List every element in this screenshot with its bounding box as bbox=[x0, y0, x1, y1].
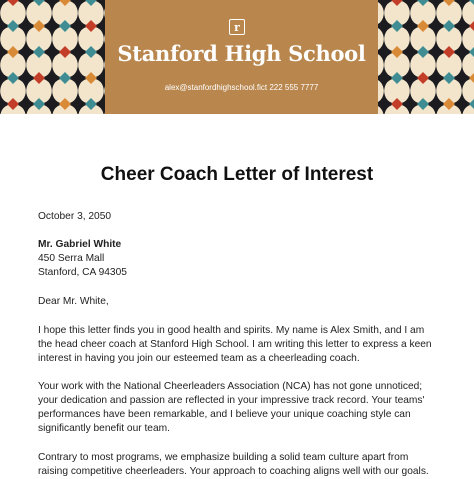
school-name: Stanford High School bbox=[117, 41, 366, 66]
recipient-address bbox=[38, 238, 438, 280]
greeting: Dear Mr. White, bbox=[38, 296, 109, 307]
pattern-diamond bbox=[469, 20, 474, 32]
pattern-diamond bbox=[33, 98, 45, 110]
pattern-diamond bbox=[33, 20, 45, 32]
contact-line: alex@stanfordhighschool.fict 222 555 7777 bbox=[164, 83, 319, 92]
pattern-diamond bbox=[85, 20, 97, 32]
pattern-diamond bbox=[391, 72, 403, 84]
pattern-diamond bbox=[469, 72, 474, 84]
pattern-diamond bbox=[59, 0, 71, 6]
pattern-diamond bbox=[469, 46, 474, 58]
paragraph-line: significantly benefit our team. bbox=[38, 423, 170, 434]
pattern-diamond bbox=[85, 46, 97, 58]
paragraph-line: raising competitive cheerleaders. Your approach to coaching aligns well with our goals. bbox=[38, 466, 429, 477]
pattern-left bbox=[0, 0, 105, 114]
pattern-diamond bbox=[7, 98, 19, 110]
paragraph-3 bbox=[38, 451, 438, 479]
pattern-diamond bbox=[85, 0, 97, 6]
pattern-diamond bbox=[443, 72, 455, 84]
pattern-diamond bbox=[417, 0, 429, 6]
pattern-diamond bbox=[7, 46, 19, 58]
pattern-diamond bbox=[417, 46, 429, 58]
pattern-diamond bbox=[443, 0, 455, 6]
pattern-diamond bbox=[7, 72, 19, 84]
paragraph-line: Your work with the National Cheerleaders Association (NCA) has not gone unnoticed; bbox=[38, 381, 423, 392]
recipient-name: Mr. Gabriel White bbox=[38, 239, 122, 250]
pattern-diamond bbox=[33, 46, 45, 58]
pattern-diamond bbox=[417, 72, 429, 84]
logo-icon bbox=[229, 19, 245, 35]
pattern-diamond bbox=[443, 46, 455, 58]
logo-letter: r bbox=[234, 20, 240, 34]
pattern-diamond bbox=[33, 72, 45, 84]
pattern-diamond bbox=[59, 72, 71, 84]
pattern-diamond bbox=[391, 46, 403, 58]
pattern-right bbox=[378, 0, 474, 114]
paragraph-2 bbox=[38, 380, 438, 436]
letter-date: October 3, 2050 bbox=[38, 211, 112, 222]
pattern-diamond bbox=[417, 98, 429, 110]
pattern-diamond bbox=[417, 20, 429, 32]
pattern-diamond bbox=[85, 72, 97, 84]
pattern-diamond bbox=[33, 0, 45, 6]
pattern-diamond bbox=[59, 46, 71, 58]
paragraph-line: performances have been remarkable, and I believe your unique coaching style can bbox=[38, 409, 411, 420]
pattern-diamond bbox=[59, 98, 71, 110]
recipient-city: Stanford, CA 94305 bbox=[38, 267, 127, 278]
pattern-diamond bbox=[59, 20, 71, 32]
pattern-diamond bbox=[7, 20, 19, 32]
paragraph-line: I hope this letter finds you in good health and spirits. My name is Alex Smith, and I am bbox=[38, 325, 425, 336]
paragraph-line: the head cheer coach at Stanford High School. I am writing this letter to express a keen bbox=[38, 339, 432, 350]
paragraph-line: Contrary to most programs, we emphasize building a solid team culture apart from bbox=[38, 452, 409, 463]
pattern-diamond bbox=[391, 98, 403, 110]
paragraph-1 bbox=[38, 324, 438, 366]
pattern-diamond bbox=[443, 20, 455, 32]
letterhead bbox=[0, 0, 474, 114]
pattern-diamond bbox=[391, 20, 403, 32]
recipient-street: 450 Serra Mall bbox=[38, 253, 105, 264]
pattern-diamond bbox=[391, 0, 403, 6]
letter-title: Cheer Coach Letter of Interest bbox=[100, 164, 374, 185]
pattern-diamond bbox=[7, 0, 19, 6]
paragraph-line: your dedication and passion are reflected in your impressive track record. Your teams' bbox=[38, 395, 425, 406]
paragraph-line: interest in having you join our esteemed team as a cheerleading coach. bbox=[38, 353, 360, 364]
pattern-diamond bbox=[469, 98, 474, 110]
pattern-diamond bbox=[443, 98, 455, 110]
pattern-diamond bbox=[85, 98, 97, 110]
